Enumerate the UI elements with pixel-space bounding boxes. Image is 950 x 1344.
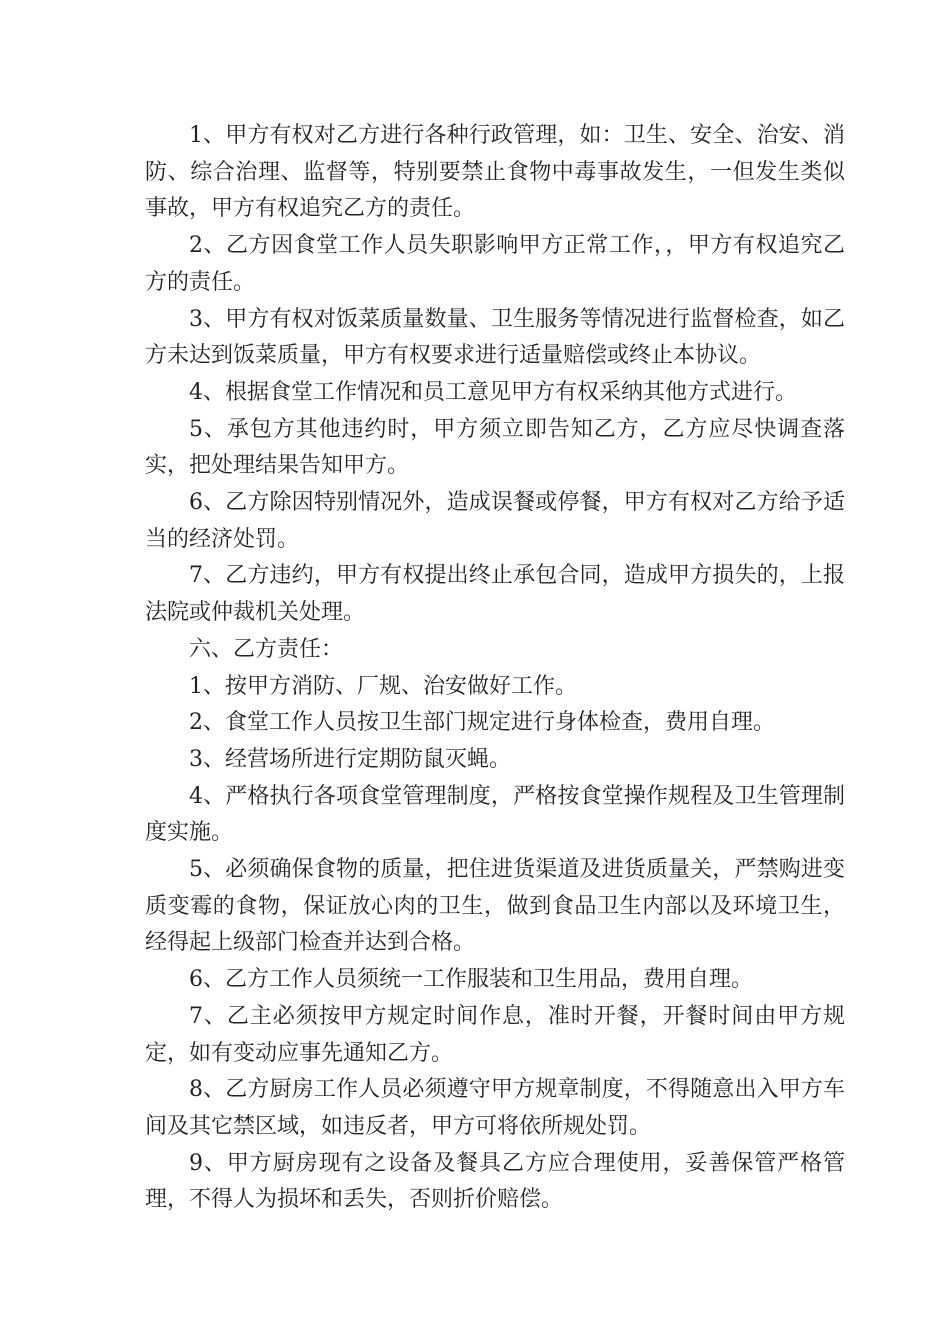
paragraph: 7、乙方违约，甲方有权提出终止承包合同，造成甲方损失的，上报法院或仲裁机关处理。 xyxy=(145,563,845,626)
paragraph: 7、乙主必须按甲方规定时间作息，准时开餐，开餐时间由甲方规定，如有变动应事先通知乙方。 xyxy=(145,1003,845,1066)
paragraph: 2、食堂工作人员按卫生部门规定进行身体检查，费用自理。 xyxy=(189,710,775,736)
paragraph: 3、甲方有权对饭菜质量数量、卫生服务等情况进行监督检查，如乙方未达到饭菜质量，甲方有权要求进行适量赔偿或终止本协议。 xyxy=(145,306,845,369)
paragraph: 3、经营场所进行定期防鼠灭蝇。 xyxy=(189,746,511,772)
paragraph: 5、承包方其他违约时，甲方须立即告知乙方，乙方应尽快调查落实，把处理结果告知甲方。 xyxy=(145,416,845,479)
paragraph: 2、乙方因食堂工作人员失职影响甲方正常工作，，甲方有权追究乙方的责任。 xyxy=(145,233,845,295)
paragraph: 6、乙方除因特别情况外，造成误餐或停餐，甲方有权对乙方给予适当的经济处罚。 xyxy=(145,490,845,552)
paragraph: 8、乙方厨房工作人员必须遵守甲方规章制度，不得随意出入甲方车间及其它禁区域，如违反者，甲方可将依所规处罚。 xyxy=(145,1077,845,1139)
section-heading: 六、乙方责任： xyxy=(189,636,344,662)
paragraph: 1、甲方有权对乙方进行各种行政管理，如：卫生、安全、治安、消防、综合治理、监督等，特别要禁止食物中毒事故发生，一但发生类似事故，甲方有权追究乙方的责任。 xyxy=(145,123,845,222)
paragraph: 4、严格执行各项食堂管理制度，严格按食堂操作规程及卫生管理制度实施。 xyxy=(145,783,845,846)
paragraph: 1、按甲方消防、厂规、治安做好工作。 xyxy=(189,673,577,699)
document-page xyxy=(145,118,845,1219)
paragraph: 9、甲方厨房现有之设备及餐具乙方应合理使用，妥善保管严格管理，不得人为损坏和丢失，否则折价赔偿。 xyxy=(145,1150,845,1213)
paragraph: 6、乙方工作人员须统一工作服装和卫生用品，费用自理。 xyxy=(189,967,753,993)
paragraph: 4、根据食堂工作情况和员工意见甲方有权采纳其他方式进行。 xyxy=(189,379,797,405)
paragraph: 5、必须确保食物的质量，把住进货渠道及进货质量关，严禁购进变质变霉的食物，保证放心肉的卫生，做到食品卫生内部以及环境卫生，经得起上级部门检查并达到合格。 xyxy=(145,857,845,956)
